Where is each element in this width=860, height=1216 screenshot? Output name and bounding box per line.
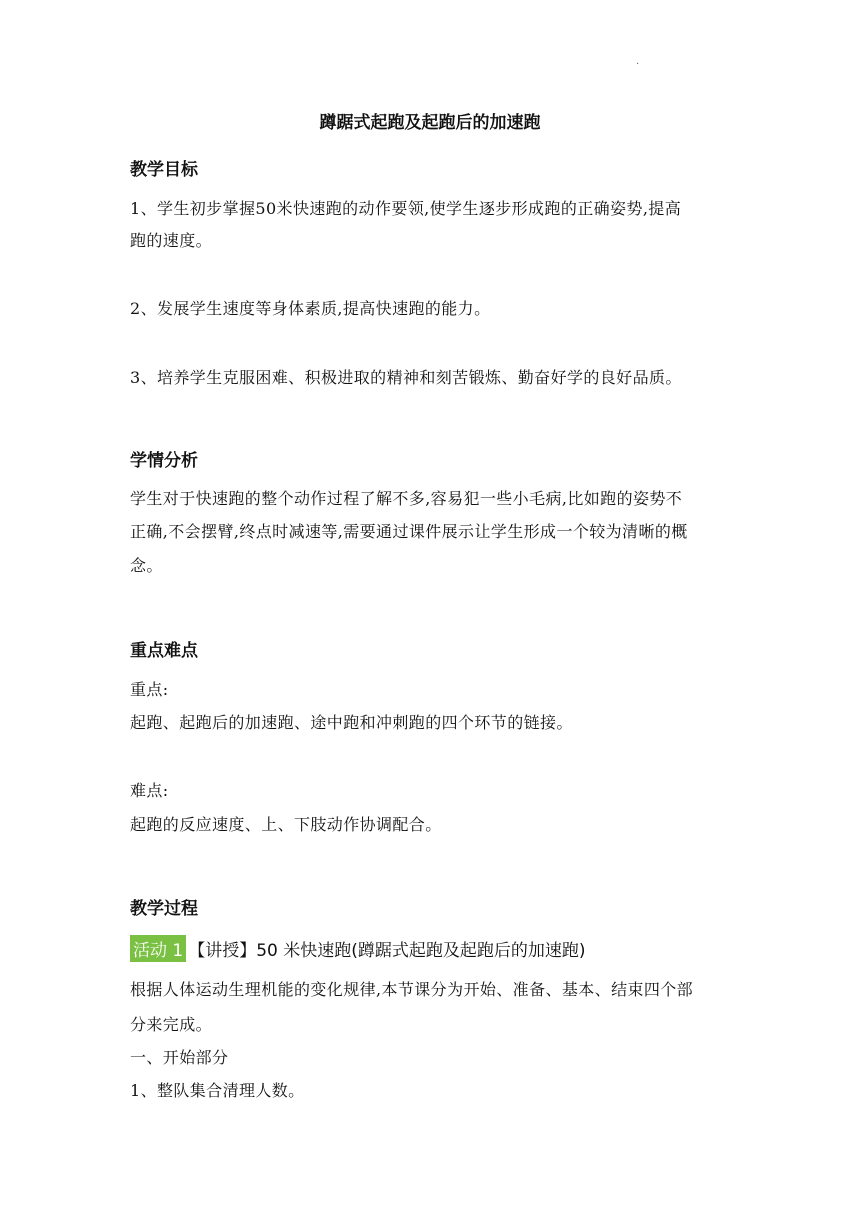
process-line-4: 1、整队集合清理人数。 <box>130 1081 305 1100</box>
section-heading-analysis: 学情分析 <box>130 451 198 471</box>
key-text: 起跑、起跑后的加速跑、途中跑和冲刺跑的四个环节的链接。 <box>130 713 573 732</box>
section-heading-goals: 教学目标 <box>130 160 198 180</box>
process-line-2: 分来完成。 <box>130 1015 213 1034</box>
key-label: 重点: <box>130 680 169 699</box>
section-heading-process: 教学过程 <box>130 899 198 919</box>
goal-item-2: 2、发展学生速度等身体素质,提高快速跑的能力。 <box>130 299 491 318</box>
process-line-3: 一、开始部分 <box>130 1048 229 1067</box>
difficulty-text: 起跑的反应速度、上、下肢动作协调配合。 <box>130 815 442 834</box>
analysis-line-3: 念。 <box>130 556 163 575</box>
section-heading-key-points: 重点难点 <box>130 641 198 661</box>
document-title: 蹲踞式起跑及起跑后的加速跑 <box>319 113 541 133</box>
difficulty-label: 难点: <box>130 781 169 800</box>
header-mark: . <box>636 56 640 67</box>
goal-item-1-line-2: 跑的速度。 <box>130 231 213 250</box>
goal-item-1-line-1: 1、学生初步掌握50米快速跑的动作要领,使学生逐步形成跑的正确姿势,提高 <box>130 199 682 218</box>
goal-item-3: 3、培养学生克服困难、积极进取的精神和刻苦锻炼、勤奋好学的良好品质。 <box>130 368 682 387</box>
activity-1-heading <box>130 935 586 962</box>
analysis-line-2: 正确,不会摆臂,终点时减速等,需要通过课件展示让学生形成一个较为清晰的概 <box>130 522 688 541</box>
analysis-line-1: 学生对于快速跑的整个动作过程了解不多,容易犯一些小毛病,比如跑的姿势不 <box>130 489 683 508</box>
activity-tag: 活动 1 <box>130 935 186 962</box>
process-line-1: 根据人体运动生理机能的变化规律,本节课分为开始、准备、基本、结束四个部 <box>130 980 694 999</box>
activity-title: 【讲授】50 米快速跑(蹲踞式起跑及起跑后的加速跑) <box>188 941 586 961</box>
